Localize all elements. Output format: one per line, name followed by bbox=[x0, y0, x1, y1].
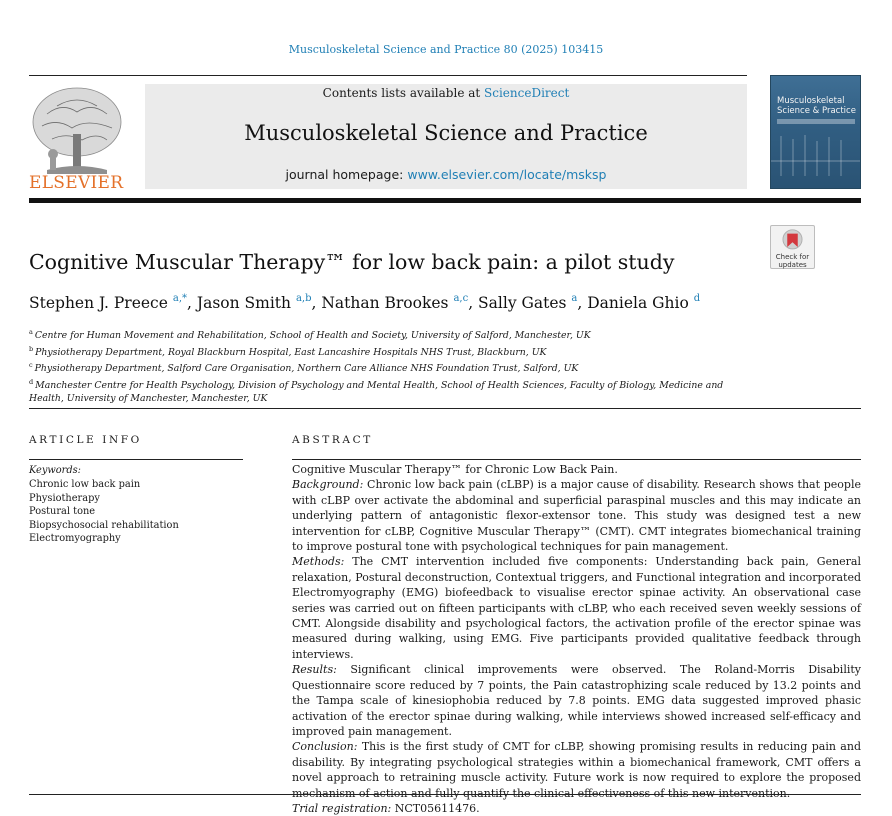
sciencedirect-link[interactable]: ScienceDirect bbox=[484, 86, 570, 100]
keyword-item: Biopsychosocial rehabilitation bbox=[29, 519, 179, 531]
abstract-rule bbox=[292, 459, 861, 460]
affiliation-key: b bbox=[29, 344, 34, 353]
header-thick-rule bbox=[29, 198, 861, 203]
affiliation-key: d bbox=[29, 377, 34, 386]
cover-subtitle-bar bbox=[777, 119, 855, 124]
article-title: Cognitive Muscular Therapy™ for low back pain: a pilot study bbox=[29, 250, 675, 274]
journal-title: Musculoskeletal Science and Practice bbox=[244, 121, 648, 145]
affiliation-text: Manchester Centre for Health Psychology, Division of Psychology and Mental Health, School of Health Sciences, Faculty of Biology, Medicine and Health, University of Manchester, Manchester, UK bbox=[29, 379, 724, 405]
journal-cover-image[interactable] bbox=[770, 75, 861, 189]
affiliation-text: Physiotherapy Department, Salford Care Organisation, Northern Care Alliance NHS Foundation Trust, Salford, UK bbox=[34, 363, 579, 375]
keywords-list bbox=[29, 478, 179, 546]
abstract-section-label: Trial registration: bbox=[292, 801, 392, 815]
author-affiliation-marker[interactable]: a,c bbox=[453, 293, 469, 304]
author-name[interactable]: Nathan Brookes bbox=[321, 294, 449, 312]
author-affiliation-marker[interactable]: a,* bbox=[172, 293, 187, 304]
affiliation-item bbox=[29, 376, 759, 406]
header-rule bbox=[29, 75, 747, 76]
affiliation-list bbox=[29, 326, 759, 406]
abstract-section-label: Conclusion: bbox=[292, 740, 358, 754]
elsevier-wordmark: ELSEVIER bbox=[29, 173, 124, 193]
check-for-updates-label: Check for updates bbox=[775, 253, 810, 269]
affiliation-item bbox=[29, 343, 759, 360]
keyword-item: Physiotherapy bbox=[29, 492, 100, 504]
homepage-prefix: journal homepage: bbox=[285, 167, 408, 182]
abstract-results bbox=[292, 662, 861, 739]
affiliation-item bbox=[29, 359, 759, 376]
abstract-body bbox=[292, 462, 861, 816]
author-name[interactable]: Jason Smith bbox=[196, 294, 291, 312]
author-name[interactable]: Sally Gates bbox=[478, 294, 567, 312]
affiliation-text: Centre for Human Movement and Rehabilitation, School of Health and Society, University of Salford, Manchester, UK bbox=[34, 330, 591, 341]
journal-homepage bbox=[145, 167, 747, 182]
abstract-heading: ABSTRACT bbox=[292, 434, 373, 446]
homepage-link[interactable]: www.elsevier.com/locate/msksp bbox=[407, 167, 607, 182]
affiliation-item bbox=[29, 326, 759, 343]
abstract-section-text: The CMT intervention included five components: Understanding back pain, General relaxation, Postural deconstruction, Contextual triggers, and Functional integration and incorporated Electromyography (EMG) biofeedback to visualise erector spinae activity. An observational case series was carried out on fifteen participants with cLBP, who each received seven weekly sessions of CMT. Alongside disability and psychological factors, the activation profile of the erector spinae was measured during walking, using EMG. Five participants provided qualitative feedback through interviews. bbox=[292, 555, 862, 661]
author-list: Stephen J. Preece $^{a,*}$, Jason Smith $^{a,b}$, Nathan Brookes $^{a,c}$, Sally Gates $^a$, Daniela Ghio $^d$ bbox=[29, 293, 701, 312]
abstract-section-label: Methods: bbox=[292, 555, 345, 569]
abstract-conclusion bbox=[292, 739, 861, 801]
author-affiliation-marker[interactable]: a,b bbox=[295, 293, 312, 304]
affiliation-text: Physiotherapy Department, Royal Blackburn Hospital, East Lancashire Hospitals NHS Trust, Blackburn, UK bbox=[35, 346, 547, 358]
abstract-background bbox=[292, 477, 861, 554]
keyword-item: Chronic low back pain bbox=[29, 479, 141, 490]
abstract-section-text: Significant clinical improvements were observed. The Roland-Morris Disability Questionnaire score reduced by 7 points, the Pain catastrophizing scale reduced by 13.2 points and the Tampa scale of kinesiophobia reduced by 7.8 points. EMG data suggested improved phasic activation of the erector spinae during walking, while interviews showed increased self-efficacy and improved pain management. bbox=[292, 663, 861, 738]
keyword-item: Electromyography bbox=[29, 533, 121, 545]
abstract-intro: Cognitive Muscular Therapy™ for Chronic Low Back Pain. bbox=[292, 463, 618, 476]
author-affiliation-marker[interactable]: a bbox=[571, 293, 578, 304]
author-name[interactable]: Stephen J. Preece bbox=[29, 294, 168, 312]
cover-title: Musculoskeletal Science & Practice bbox=[777, 96, 856, 116]
abstract-section-text: This is the first study of CMT for cLBP, showing promising results in reducing pain and disability. By integrating psychological strategies within a biomechanical framework, CMT offers a novel approach to retraining muscle activity. Future work is now required to explore the proposed bbox=[292, 740, 861, 785]
contents-line bbox=[145, 86, 747, 100]
keyword-item: Postural tone bbox=[29, 506, 96, 518]
abstract-section-label: Results: bbox=[292, 663, 337, 677]
abstract-section-text: NCT05611476. bbox=[394, 801, 480, 815]
affiliation-key: c bbox=[29, 361, 33, 370]
article-info-rule bbox=[29, 459, 243, 460]
abstract-section-label: Background: bbox=[292, 478, 364, 492]
author-affiliation-marker[interactable]: d bbox=[693, 293, 701, 304]
affiliation-key: a bbox=[29, 328, 33, 336]
abstract-section-text: Chronic low back pain (cLBP) is a major cause of disability. Research shows that people with cLBP over activate the abdominal and superficial paraspinal muscles and this may indicate an underlying pattern of antagonistic flexor-extensor tone. This study was designed test a new intervention for cLBP, Cognitive Muscular Therapy™ (CMT). CMT integrates biomechanical training to improve postural tone with psychological techniques for pain management. bbox=[292, 478, 861, 554]
article-info-heading: ARTICLE INFO bbox=[29, 434, 142, 446]
abstract-trial-registration bbox=[292, 801, 861, 816]
cover-artwork bbox=[771, 131, 861, 181]
abstract-methods bbox=[292, 554, 861, 662]
section-rule bbox=[29, 408, 861, 409]
journal-citation[interactable]: Musculoskeletal Science and Practice 80 (2025) 103415 bbox=[288, 43, 604, 56]
keywords-label: Keywords: bbox=[29, 465, 81, 476]
author-name[interactable]: Daniela Ghio bbox=[587, 294, 689, 312]
contents-prefix: Contents lists available at bbox=[322, 86, 485, 100]
